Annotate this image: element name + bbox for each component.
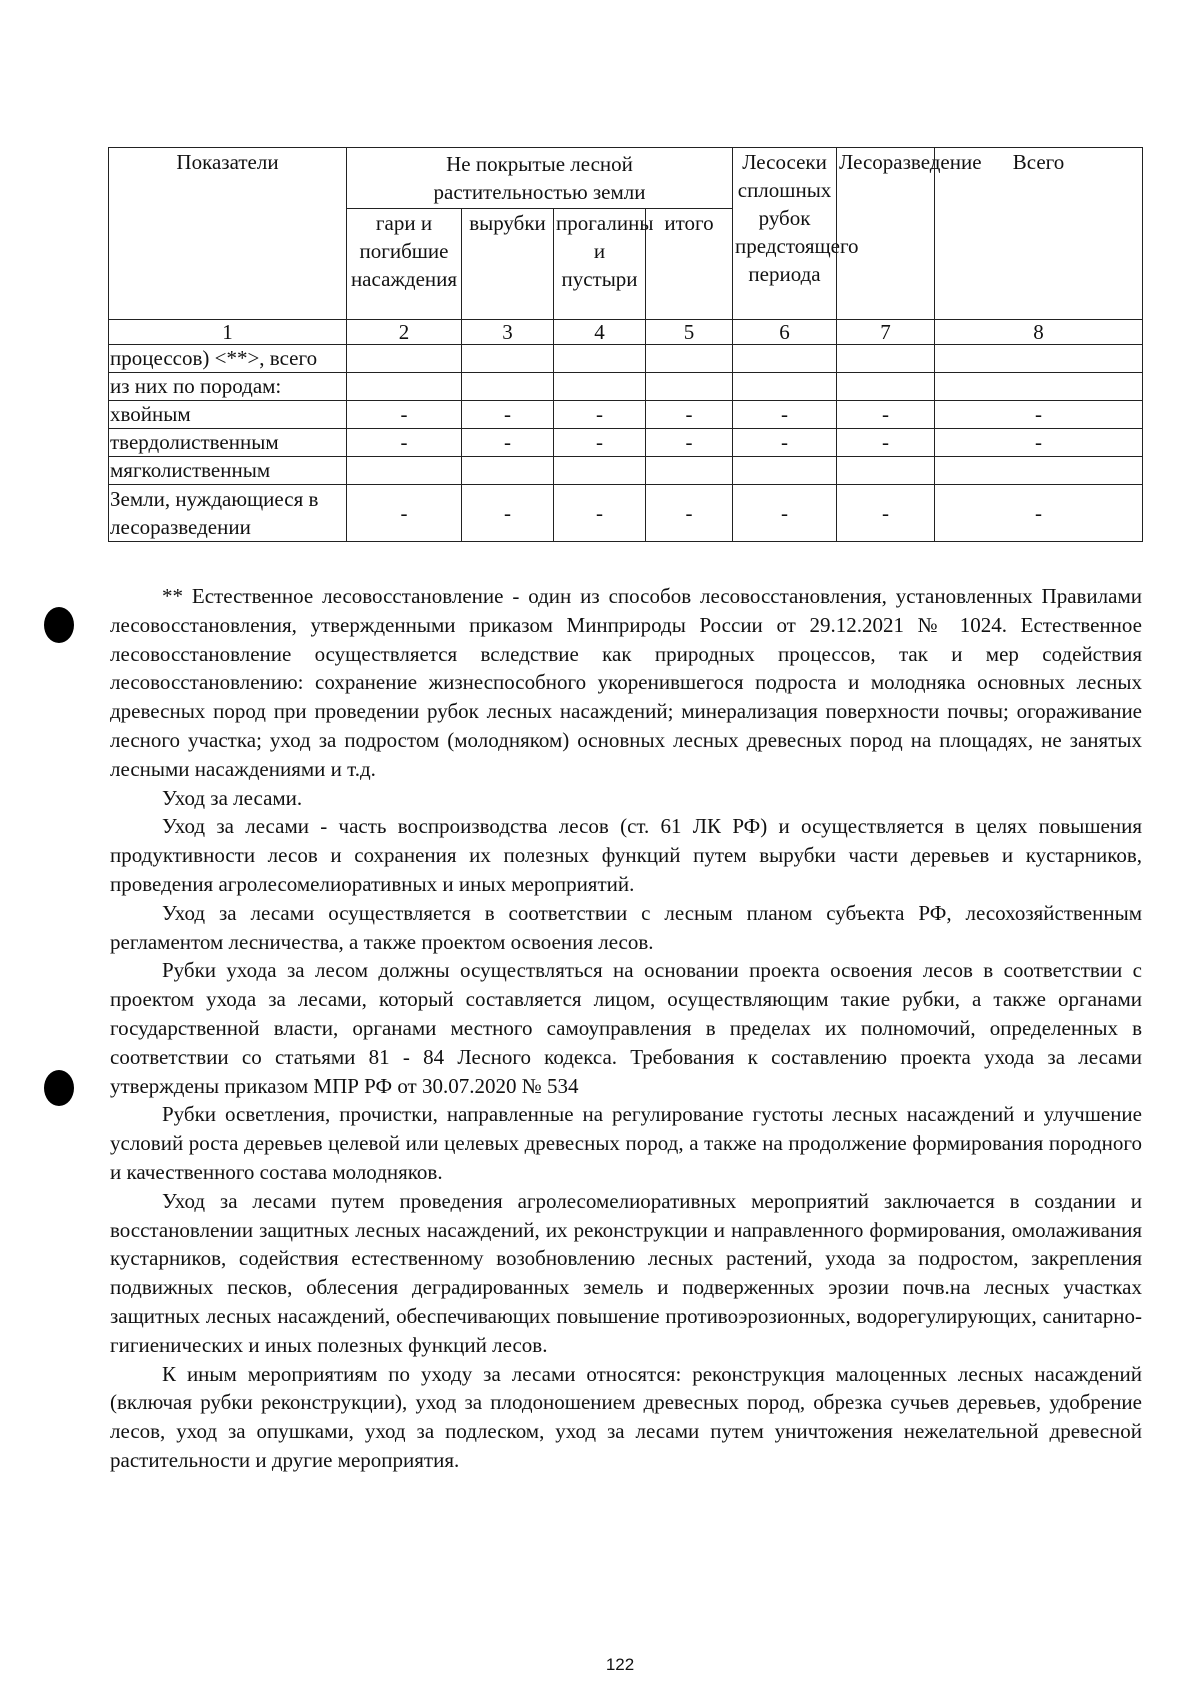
header-afforestation: Лесоразведение bbox=[837, 148, 935, 320]
table-cell: - bbox=[462, 485, 554, 542]
header-not-covered-lands: Не покрытые лесной растительностью земли bbox=[347, 148, 733, 209]
table-cell bbox=[347, 373, 462, 401]
header-indicators: Показатели bbox=[109, 148, 347, 320]
table-cell bbox=[646, 345, 733, 373]
row-label: процессов) <**>, всего bbox=[109, 345, 347, 373]
table-cell: - bbox=[347, 401, 462, 429]
table-cell: - bbox=[733, 401, 837, 429]
table-cell: - bbox=[646, 429, 733, 457]
column-number: 8 bbox=[935, 320, 1143, 345]
table-cell bbox=[347, 457, 462, 485]
table-row bbox=[109, 485, 1143, 542]
header-total: Всего bbox=[935, 148, 1143, 320]
table-row bbox=[109, 429, 1143, 457]
table-cell: - bbox=[935, 401, 1143, 429]
table-cell: - bbox=[935, 429, 1143, 457]
forest-land-table bbox=[108, 147, 1143, 542]
header-cutovers: вырубки bbox=[462, 209, 554, 320]
column-number: 3 bbox=[462, 320, 554, 345]
table-cell: - bbox=[837, 401, 935, 429]
table-cell: - bbox=[347, 429, 462, 457]
column-number: 2 bbox=[347, 320, 462, 345]
table-row bbox=[109, 345, 1143, 373]
body-text bbox=[110, 582, 1142, 1475]
row-label: Земли, нуждающиеся в лесоразведении bbox=[109, 485, 347, 542]
table-cell bbox=[733, 457, 837, 485]
table-cell bbox=[733, 373, 837, 401]
table-cell bbox=[935, 373, 1143, 401]
paragraph: Уход за лесами путем проведения агролесомелиоративных мероприятий заключается в создании и восстановлении защитных лесных насаждений, их реконструкции и направленного формирования, омолаживания кустарников, содействия естественному возобновлению лесных растений, ухода за подростом, закрепления подвижных песков, облесения деградированных земель и подверженных эрозии почв.на лесных участках защитных лесных насаждений, обеспечивающих повышение противоэрозионных, водорегулирующих, санитарно-гигиенических и иных полезных функций лесов. bbox=[110, 1188, 1142, 1357]
table-cell: - bbox=[837, 429, 935, 457]
header-burned-dead-stands: гари и погибшие насаждения bbox=[347, 209, 462, 320]
table-cell bbox=[646, 373, 733, 401]
paragraph: Уход за лесами - часть воспроизводства лесов (ст. 61 ЛК РФ) и осуществляется в целях повышения продуктивности лесов и сохранения их полезных функций путем вырубки части деревьев и кустарников, проведения агролесомелиоративных и иных мероприятий. bbox=[110, 814, 1142, 896]
table-cell bbox=[554, 345, 646, 373]
table-cell bbox=[554, 373, 646, 401]
table-cell bbox=[646, 457, 733, 485]
table-cell bbox=[462, 373, 554, 401]
table-cell bbox=[554, 457, 646, 485]
table-cell bbox=[935, 345, 1143, 373]
punch-hole-top bbox=[44, 607, 74, 643]
paragraph: К иным мероприятиям по уходу за лесами относятся: реконструкция малоценных лесных насаждений (включая рубки реконструкции), уход за плодоношением древесных пород, обрезка сучьев деревьев, удобрение лесов, уход за опушками, уход за подлеском, уход за лесами путем уничтожения нежелательной древесной растительности и другие мероприятия. bbox=[110, 1361, 1142, 1472]
header-subtotal: итого bbox=[646, 209, 733, 320]
table-cell: - bbox=[646, 401, 733, 429]
table-row bbox=[109, 401, 1143, 429]
footnote-natural-reforestation: ** Естественное лесовосстановление - один из способов лесовосстановления, установленных Правилами лесовосстановления, утвержденными приказом Минприроды России от 29.12.2021 № 1024. Естественное лесовосстановление осуществляется вследствие как природных процессов, так и мер содействия лесовосстановлению: сохранение жизнеспособного укоренившегося подроста и молодняка основных лесных древесных пород при проведении рубок лесных насаждений; минерализация поверхности почвы; огораживание лесного участка; уход за подростом (молодняком) основных лесных древесных пород на площадях, не занятых лесными насаждениями и т.д. bbox=[110, 584, 1142, 781]
column-number: 1 bbox=[109, 320, 347, 345]
column-number: 5 bbox=[646, 320, 733, 345]
row-label: мягколиственным bbox=[109, 457, 347, 485]
table-cell: - bbox=[733, 429, 837, 457]
table-cell bbox=[462, 457, 554, 485]
table-cell: - bbox=[646, 485, 733, 542]
row-label: из них по породам: bbox=[109, 373, 347, 401]
table-cell: - bbox=[554, 401, 646, 429]
table-cell bbox=[347, 345, 462, 373]
table-row bbox=[109, 373, 1143, 401]
table-cell bbox=[733, 345, 837, 373]
table-cell: - bbox=[935, 485, 1143, 542]
row-label: твердолиственным bbox=[109, 429, 347, 457]
punch-hole-bottom bbox=[44, 1070, 74, 1106]
table-cell: - bbox=[462, 401, 554, 429]
header-clear-cut-areas: Лесосеки сплошных рубок предстоящего периода bbox=[733, 148, 837, 320]
paragraph: Уход за лесами осуществляется в соответствии с лесным планом субъекта РФ, лесохозяйственным регламентом лесничества, а также проектом освоения лесов. bbox=[110, 900, 1142, 954]
column-numbers-row bbox=[109, 320, 1143, 345]
table-cell bbox=[462, 345, 554, 373]
page-number: 122 bbox=[605, 1655, 635, 1674]
section-heading-forest-care: Уход за лесами. bbox=[162, 785, 303, 810]
table-cell: - bbox=[733, 485, 837, 542]
column-number: 6 bbox=[733, 320, 837, 345]
paragraph: Рубки осветления, прочистки, направленные на регулирование густоты лесных насаждений и улучшение условий роста деревьев целевой или целевых древесных пород, а также на продолжение формирования породного и качественного состава молодняков. bbox=[110, 1102, 1142, 1184]
table-cell: - bbox=[462, 429, 554, 457]
header-clearings-wastelands: прогалины и пустыри bbox=[554, 209, 646, 320]
table-cell bbox=[837, 345, 935, 373]
table-cell bbox=[935, 457, 1143, 485]
table-cell bbox=[837, 373, 935, 401]
column-number: 7 bbox=[837, 320, 935, 345]
table-cell: - bbox=[554, 429, 646, 457]
table-row bbox=[109, 457, 1143, 485]
table-cell: - bbox=[347, 485, 462, 542]
table-cell bbox=[837, 457, 935, 485]
table-cell: - bbox=[554, 485, 646, 542]
row-label: хвойным bbox=[109, 401, 347, 429]
column-number: 4 bbox=[554, 320, 646, 345]
table-cell: - bbox=[837, 485, 935, 542]
paragraph: Рубки ухода за лесом должны осуществляться на основании проекта освоения лесов в соответствии с проектом ухода за лесами, который составляется лицом, осуществляющим такие рубки, а также органами государственной власти, органами местного самоуправления в пределах их полномочий, определенных в соответствии со статьями 81 - 84 Лесного кодекса. Требования к составлению проекта ухода за лесами утверждены приказом МПР РФ от 30.07.2020 № 534 bbox=[110, 958, 1142, 1098]
